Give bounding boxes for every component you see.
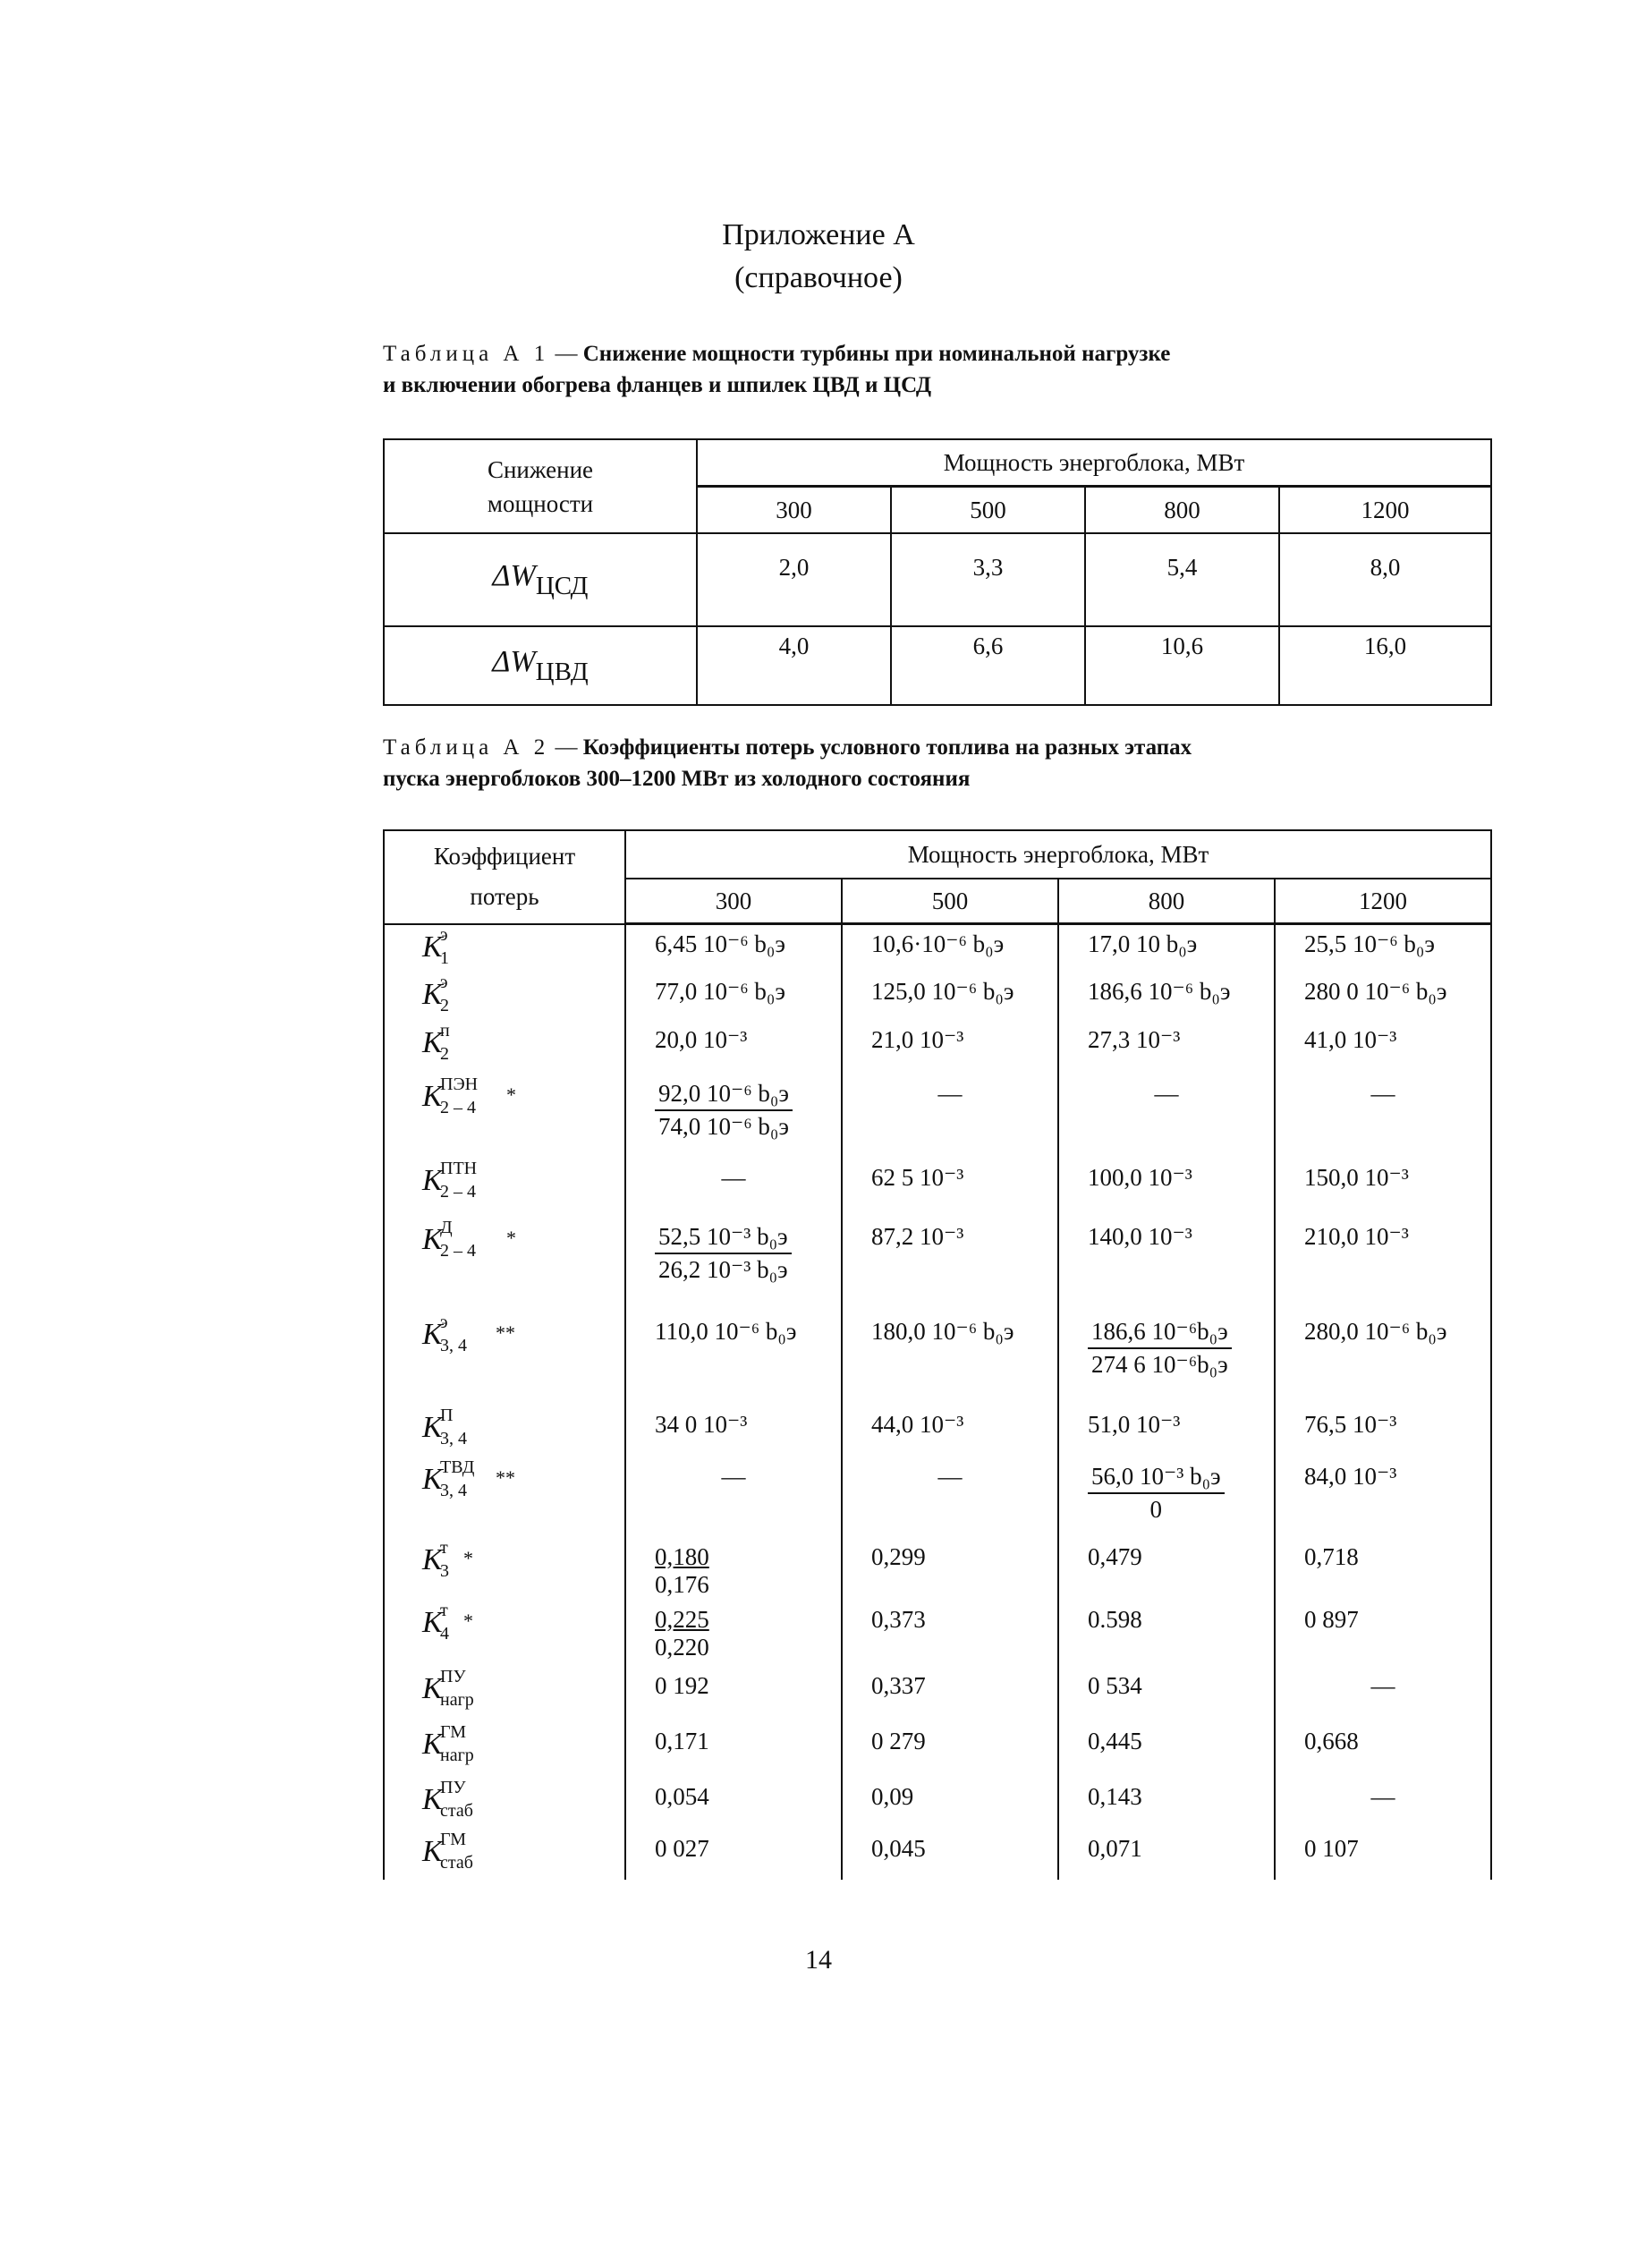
table1-row [384, 533, 1491, 626]
table2-cell: 0,045 [842, 1830, 1058, 1880]
coefficient-symbol [384, 1218, 625, 1312]
coefficient-letter: K [422, 1410, 443, 1444]
table1-cell: 8,0 [1279, 533, 1491, 626]
table2-cell: 62 5 10⁻³ [842, 1159, 1058, 1218]
table2-cell: 27,3 10⁻³ [1058, 1021, 1275, 1075]
table2-caption-line1 [383, 732, 1492, 763]
coefficient-superscript: т [440, 1537, 448, 1558]
table2-cell: — [625, 1457, 842, 1538]
table2-cell: 41,0 10⁻³ [1275, 1021, 1491, 1075]
table2-cell: 0.598 [1058, 1601, 1275, 1667]
coefficient-symbol [384, 1538, 625, 1601]
coefficient-superscript: Д [440, 1217, 453, 1237]
table2-row [384, 1538, 1491, 1601]
coefficient-k [422, 1721, 474, 1765]
coefficient-superscript: ПУ [440, 1777, 466, 1797]
fraction-denominator: 0 [1149, 1495, 1163, 1523]
fraction-numerator: 186,6 10⁻⁶b₀э [1088, 1318, 1232, 1349]
table2-row [384, 1021, 1491, 1075]
coefficient-symbol [384, 1778, 625, 1830]
table1-row-label [384, 626, 697, 705]
table2-cell [625, 1601, 842, 1667]
table2-cell: — [842, 1075, 1058, 1159]
table2-cell: 110,0 10⁻⁶ b₀э [625, 1312, 842, 1406]
coefficient-subscript: 2 [440, 1043, 449, 1064]
coefficient-letter: K [422, 1163, 443, 1197]
coefficient-symbol [384, 1667, 625, 1722]
table2-cell: 280 0 10⁻⁶ b₀э [1275, 973, 1491, 1021]
table2 [383, 829, 1492, 1880]
coefficient-subscript: 2 – 4 [440, 1240, 476, 1261]
table2-cell: 0,718 [1275, 1538, 1491, 1601]
table2-cell: — [625, 1159, 842, 1218]
appendix-subtitle: (справочное) [734, 261, 903, 294]
coefficient-letter: K [422, 1025, 443, 1059]
table1-cell: 16,0 [1279, 626, 1491, 705]
table2-cell: — [842, 1457, 1058, 1538]
table1-caption-dash: — [549, 342, 583, 366]
coefficient-superscript: э [440, 1312, 448, 1332]
coefficient-letter: K [422, 1782, 443, 1816]
table2-col0-header [384, 830, 625, 924]
coefficient-k [422, 1158, 478, 1202]
coefficient-k [422, 1405, 467, 1448]
coefficient-k [422, 1457, 515, 1500]
table2-row [384, 1722, 1491, 1778]
table1-col-header: 500 [891, 487, 1085, 534]
delta-w-subscript: ЦСД [535, 571, 589, 600]
table2-col-header: 500 [842, 879, 1058, 924]
coefficient-superscript: ГМ [440, 1721, 467, 1742]
table2-col-header: 800 [1058, 879, 1275, 924]
table2-col-header: 1200 [1275, 879, 1491, 924]
fraction-value [655, 1223, 792, 1284]
value-upper: 0,180 [655, 1542, 709, 1570]
table2-cell: 76,5 10⁻³ [1275, 1406, 1491, 1457]
table2-col0-header-line2: потерь [470, 883, 539, 911]
coefficient-letter: K [422, 1727, 443, 1761]
coefficient-subscript: нагр [440, 1689, 474, 1710]
table2-col0-header-line1: Коэффициент [433, 843, 576, 871]
fraction-denominator: 74,0 10⁻⁶ b₀э [658, 1112, 789, 1140]
table2-cell: 0,479 [1058, 1538, 1275, 1601]
footnote-marker: * [506, 1226, 516, 1249]
table2-row [384, 1312, 1491, 1406]
table2-cell: 34 0 10⁻³ [625, 1406, 842, 1457]
coefficient-superscript: э [440, 924, 448, 945]
coefficient-subscript: 4 [440, 1623, 449, 1644]
coefficient-symbol [384, 1722, 625, 1778]
table2-cell: — [1275, 1075, 1491, 1159]
table2-cell: 20,0 10⁻³ [625, 1021, 842, 1075]
table2-cell: 84,0 10⁻³ [1275, 1457, 1491, 1538]
table1-cell: 10,6 [1085, 626, 1279, 705]
table2-row [384, 1159, 1491, 1218]
table2-cell [1058, 1457, 1275, 1538]
fraction-denominator: 274 6 10⁻⁶b₀э [1091, 1350, 1228, 1378]
table2-row [384, 1406, 1491, 1457]
table2-cell: 0 027 [625, 1830, 842, 1880]
fraction-numerator: 52,5 10⁻³ b₀э [655, 1223, 792, 1254]
table2-cell: 0,337 [842, 1667, 1058, 1722]
coefficient-superscript: ПЭН [440, 1074, 479, 1094]
table1-row-label [384, 533, 697, 626]
table2-cell: 0,054 [625, 1778, 842, 1830]
table1-cell: 5,4 [1085, 533, 1279, 626]
table1-cell: 3,3 [891, 533, 1085, 626]
table2-cell: 10,6·10⁻⁶ b₀э [842, 924, 1058, 973]
table2-cell: 0,09 [842, 1778, 1058, 1830]
table1-group-header: Мощность энергоблока, МВт [697, 439, 1491, 487]
coefficient-letter: K [422, 1462, 443, 1496]
coefficient-superscript: т [440, 1600, 448, 1620]
table2-row [384, 1457, 1491, 1538]
table2-caption-line2: пуска энергоблоков 300–1200 МВт из холодного состояния [383, 767, 971, 791]
table2-cell: 87,2 10⁻³ [842, 1218, 1058, 1312]
table2-cell: — [1275, 1778, 1491, 1830]
coefficient-k [422, 924, 449, 968]
coefficient-symbol [384, 1075, 625, 1159]
coefficient-symbol [384, 1021, 625, 1075]
table2-cell: 100,0 10⁻³ [1058, 1159, 1275, 1218]
table2-caption-prefix: Таблица А 2 [383, 735, 550, 760]
table2-row [384, 924, 1491, 973]
table2-cell [625, 1218, 842, 1312]
table2-cell [625, 1538, 842, 1601]
table1-caption [383, 338, 1492, 401]
table1-col0-header [384, 439, 697, 533]
table2-cell: 25,5 10⁻⁶ b₀э [1275, 924, 1491, 973]
table2-cell: 210,0 10⁻³ [1275, 1218, 1491, 1312]
fraction-value [1088, 1318, 1232, 1379]
coefficient-superscript: ГМ [440, 1829, 467, 1849]
coefficient-symbol [384, 1159, 625, 1218]
table1-cell: 2,0 [697, 533, 891, 626]
table1-cell: 6,6 [891, 626, 1085, 705]
table2-cell: 0 897 [1275, 1601, 1491, 1667]
table2-row [384, 1778, 1491, 1830]
table1-col-header: 300 [697, 487, 891, 534]
table1-col0-header-line2: мощности [487, 489, 594, 517]
fraction-denominator: 26,2 10⁻³ b₀э [658, 1255, 788, 1283]
table2-row [384, 1075, 1491, 1159]
table2-caption [383, 732, 1492, 794]
coefficient-letter: K [422, 1542, 443, 1576]
coefficient-subscript: стаб [440, 1800, 473, 1821]
table2-cell: 186,6 10⁻⁶ b₀э [1058, 973, 1275, 1021]
coefficient-symbol [384, 1406, 625, 1457]
table1-cell: 4,0 [697, 626, 891, 705]
coefficient-subscript: нагр [440, 1745, 474, 1765]
footnote-marker: * [463, 1546, 473, 1569]
footnote-marker: ** [496, 1321, 515, 1344]
table2-cell: 0,171 [625, 1722, 842, 1778]
table2-cell: 150,0 10⁻³ [1275, 1159, 1491, 1218]
table1 [383, 438, 1492, 706]
coefficient-subscript: 3 [440, 1560, 449, 1581]
coefficient-superscript: п [440, 1020, 450, 1041]
coefficient-letter: K [422, 1222, 443, 1256]
table2-cell: 0 107 [1275, 1830, 1491, 1880]
table1-col-header: 1200 [1279, 487, 1491, 534]
coefficient-k [422, 1217, 516, 1261]
table2-cell: 0,071 [1058, 1830, 1275, 1880]
coefficient-letter: K [422, 1834, 443, 1868]
coefficient-k [422, 1537, 473, 1581]
coefficient-k [422, 1312, 515, 1355]
coefficient-subscript: 2 – 4 [440, 1181, 476, 1202]
coefficient-symbol [384, 1830, 625, 1880]
coefficient-letter: K [422, 930, 443, 964]
coefficient-k [422, 972, 449, 1015]
coefficient-symbol [384, 973, 625, 1021]
coefficient-superscript: э [440, 972, 448, 992]
table2-cell: 77,0 10⁻⁶ b₀э [625, 973, 842, 1021]
coefficient-subscript: 3, 4 [440, 1428, 467, 1448]
coefficient-subscript: 2 – 4 [440, 1097, 476, 1117]
table2-row [384, 973, 1491, 1021]
table2-group-header: Мощность энергоблока, МВт [625, 830, 1491, 879]
coefficient-letter: K [422, 1079, 443, 1113]
table2-col-header: 300 [625, 879, 842, 924]
table2-cell: 44,0 10⁻³ [842, 1406, 1058, 1457]
coefficient-k [422, 1600, 473, 1644]
table1-caption-line1 [383, 338, 1492, 370]
table2-row [384, 1218, 1491, 1312]
table1-caption-line2: и включении обогрева фланцев и шпилек ЦВД и ЦСД [383, 373, 932, 397]
table2-row [384, 1830, 1491, 1880]
table2-cell: 180,0 10⁻⁶ b₀э [842, 1312, 1058, 1406]
fraction-value [655, 1080, 793, 1141]
table2-cell [625, 1075, 842, 1159]
coefficient-k [422, 1829, 473, 1873]
table2-cell: 0,445 [1058, 1722, 1275, 1778]
table2-row [384, 1601, 1491, 1667]
table2-cell: 0 534 [1058, 1667, 1275, 1722]
coefficient-superscript: ПУ [440, 1666, 466, 1686]
coefficient-superscript: ТВД [440, 1457, 475, 1477]
footnote-marker: * [463, 1609, 473, 1632]
coefficient-letter: K [422, 1317, 443, 1351]
footnote-marker: * [506, 1083, 516, 1106]
coefficient-subscript: стаб [440, 1852, 473, 1873]
table2-row [384, 1667, 1491, 1722]
page-number: 14 [805, 1945, 832, 1975]
coefficient-subscript: 2 [440, 995, 449, 1015]
value-lower: 0,220 [655, 1633, 709, 1661]
footnote-marker: ** [496, 1465, 515, 1489]
table2-cell: 21,0 10⁻³ [842, 1021, 1058, 1075]
table2-cell: 140,0 10⁻³ [1058, 1218, 1275, 1312]
value-upper: 0,225 [655, 1605, 709, 1633]
table2-cell: 6,45 10⁻⁶ b₀э [625, 924, 842, 973]
table2-cell: 0 192 [625, 1667, 842, 1722]
table2-cell: 125,0 10⁻⁶ b₀э [842, 973, 1058, 1021]
table2-cell [1058, 1312, 1275, 1406]
table2-cell: 280,0 10⁻⁶ b₀э [1275, 1312, 1491, 1406]
table2-cell: 0 279 [842, 1722, 1058, 1778]
coefficient-symbol [384, 924, 625, 973]
coefficient-subscript: 3, 4 [440, 1335, 467, 1355]
table1-caption-prefix: Таблица А 1 [383, 342, 550, 366]
table2-cell: 17,0 10 b₀э [1058, 924, 1275, 973]
delta-w-symbol: ΔW [492, 558, 536, 592]
table2-cell: — [1275, 1667, 1491, 1722]
coefficient-superscript: П [440, 1405, 454, 1425]
table2-cell: 0,373 [842, 1601, 1058, 1667]
fraction-numerator: 92,0 10⁻⁶ b₀э [655, 1080, 793, 1111]
table2-cell: 51,0 10⁻³ [1058, 1406, 1275, 1457]
coefficient-symbol [384, 1312, 625, 1406]
fraction-numerator: 56,0 10⁻³ b₀э [1088, 1463, 1225, 1494]
table1-caption-text1: Снижение мощности турбины при номинальной нагрузке [582, 342, 1171, 366]
value-lower: 0,176 [655, 1570, 709, 1598]
table1-row [384, 626, 1491, 705]
delta-w-symbol: ΔW [492, 644, 536, 678]
coefficient-k [422, 1666, 474, 1710]
table2-cell: 0,143 [1058, 1778, 1275, 1830]
table2-cell: — [1058, 1075, 1275, 1159]
coefficient-subscript: 3, 4 [440, 1480, 467, 1500]
coefficient-letter: K [422, 1671, 443, 1705]
coefficient-k [422, 1777, 473, 1821]
coefficient-superscript: ПТН [440, 1158, 478, 1178]
coefficient-symbol [384, 1601, 625, 1667]
table1-col0-header-line1: Снижение [487, 455, 594, 483]
table2-cell: 0,299 [842, 1538, 1058, 1601]
coefficient-letter: K [422, 1605, 443, 1639]
fraction-value [1088, 1463, 1225, 1524]
delta-w-subscript: ЦВД [535, 657, 589, 686]
table2-caption-dash: — [549, 735, 583, 760]
coefficient-k [422, 1020, 450, 1064]
table1-col-header: 800 [1085, 487, 1279, 534]
coefficient-k [422, 1074, 516, 1117]
coefficient-symbol [384, 1457, 625, 1538]
table2-caption-text1: Коэффициенты потерь условного топлива на разных этапах [582, 735, 1192, 760]
coefficient-letter: K [422, 977, 443, 1011]
coefficient-subscript: 1 [440, 947, 449, 968]
table2-cell: 0,668 [1275, 1722, 1491, 1778]
appendix-title: Приложение А [722, 218, 915, 251]
